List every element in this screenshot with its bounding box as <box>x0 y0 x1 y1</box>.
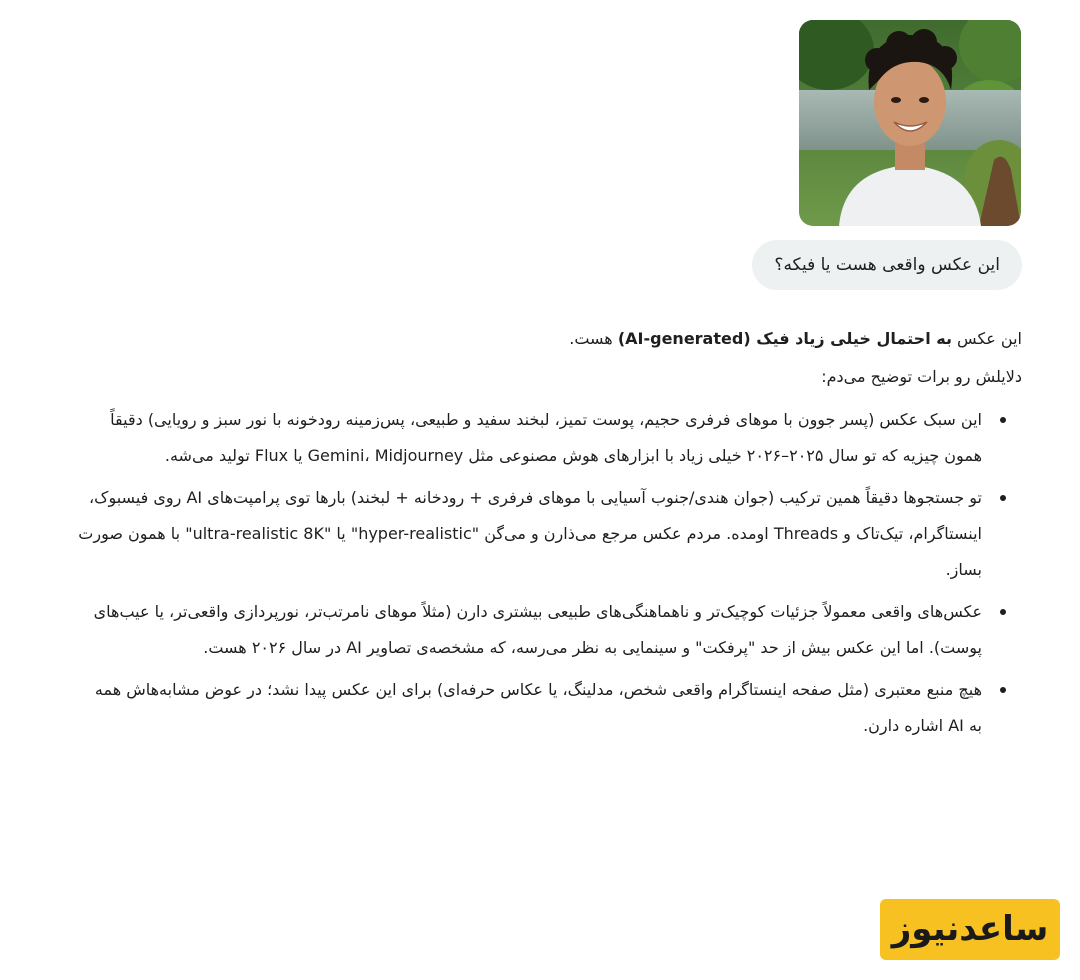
watermark-logo <box>880 899 1060 960</box>
list-item-text: تو جستجوها دقیقاً همین ترکیب (جوان هندی/جنوب آسیایی با موهای فرفری + رودخانه + لبخند) بارها توی پرامپت‌های AI روی فیسبوک، اینستاگرام، تیک‌تاک و Threads اومده. مردم عکس مرجع می‌ذارن و می‌گن "hyper-realistic" یا "ultra-realistic 8K" با همون صورت بساز. <box>78 488 982 579</box>
list-item <box>78 402 1022 474</box>
bullet-icon <box>1000 495 1006 501</box>
assistant-response <box>78 322 1022 750</box>
user-message-text: این عکس واقعی هست یا فیکه؟ <box>774 255 1000 275</box>
bullet-icon <box>1000 417 1006 423</box>
user-message-bubble <box>752 240 1022 290</box>
response-intro <box>78 322 1022 356</box>
bullet-icon <box>1000 609 1006 615</box>
list-item <box>78 594 1022 666</box>
list-item <box>78 672 1022 744</box>
user-uploaded-photo[interactable] <box>799 20 1021 226</box>
reasons-heading: دلایلش رو برات توضیح می‌دم: <box>821 367 1022 386</box>
list-item-text: هیچ منبع معتبری (مثل صفحه اینستاگرام واقعی شخص، مدلینگ، یا عکاس حرفه‌ای) برای این عکس پیدا نشد؛ در عوض مشابه‌هاش همه به AI اشاره دارن. <box>94 680 982 735</box>
intro-bold: به احتمال خیلی زیاد فیک (AI-generated) <box>617 329 952 348</box>
bullet-icon <box>1000 687 1006 693</box>
list-item-text: این سبک عکس (پسر جوون با موهای فرفری حجیم، پوست تمیز، لبخند سفید و طبیعی، پس‌زمینه رودخونه با نور سبز و رویایی) دقیقاً همون چیزیه که تو سال ۲۰۲۵–۲۰۲۶ خیلی زیاد با ابزارهای هوش مصنوعی مثل Gemini، Midjourney یا Flux تولید می‌شه. <box>110 410 982 465</box>
list-item <box>78 480 1022 588</box>
intro-before: این عکس <box>951 329 1022 348</box>
watermark-text: ساعدنیوز <box>891 909 1049 949</box>
intro-after: هست. <box>569 329 618 348</box>
list-item-text: عکس‌های واقعی معمولاً جزئیات کوچیک‌تر و ناهماهنگی‌های طبیعی بیشتری دارن (مثلاً موهای نامرتب‌تر، نورپردازی واقعی‌تر، یا عیب‌های پوست). اما این عکس بیش از حد "پرفکت" و سینمایی به نظر می‌رسه، که مشخصه‌ی تصاویر AI در سال ۲۰۲۶ هست. <box>93 602 982 657</box>
reasons-list <box>78 402 1022 744</box>
